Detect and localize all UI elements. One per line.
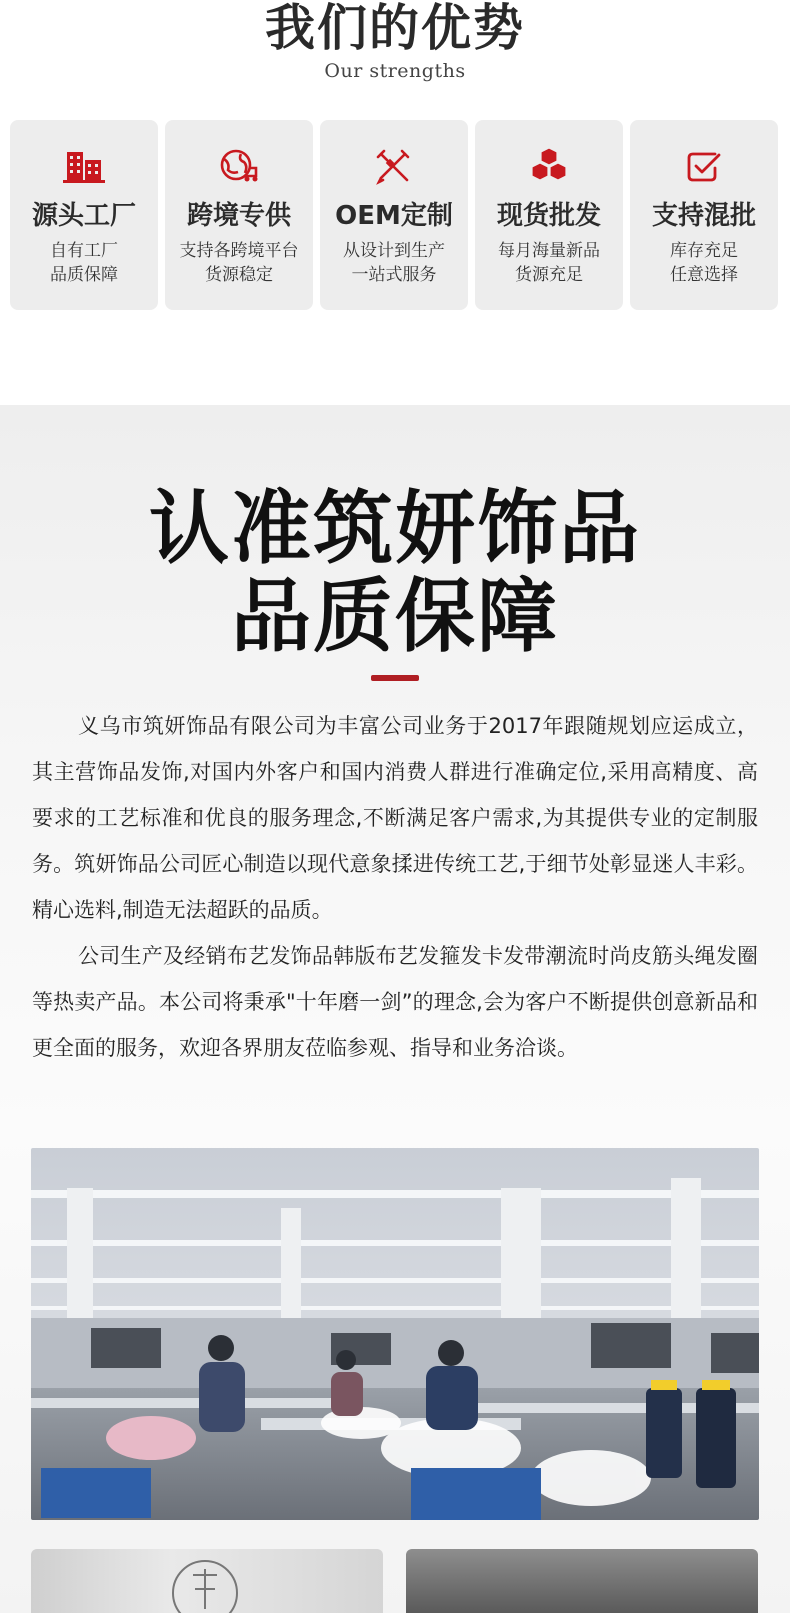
company-intro-paragraph: 义乌市筑妍饰品有限公司为丰富公司业务于2017年跟随规划应运成立，其主营饰品发饰,对国内外客户和国内消费人群进行准确定位,采用高精度、高要求的工艺标准和优良的服务理念,不断满足客户需求,为其提供专业的定制服务。筑妍饰品公司匠心制造以现代意象揉进传统工艺,于细节处彰显迷人丰彩。精心选料,制造无法超跃的品质。: [32, 714, 758, 922]
logo-seal-illustration: [31, 1549, 383, 1613]
advantages-title: 我们的优势: [265, 0, 525, 57]
card-line: 库存充足: [670, 241, 738, 261]
office-photo: [406, 1549, 758, 1613]
stacked-boxes-icon: [524, 146, 574, 186]
advantage-card-factory: [10, 120, 158, 310]
card-title: 现货批发: [496, 201, 601, 231]
card-line: 货源稳定: [205, 265, 273, 285]
advantage-card-wholesale: [475, 120, 623, 310]
card-line: 品质保障: [50, 265, 118, 285]
card-line: 每月海量新品: [498, 241, 600, 261]
card-title: 跨境专供: [186, 201, 291, 231]
advantages-subtitle: Our strengths: [324, 60, 466, 82]
advantage-card-crossborder: [165, 120, 313, 310]
design-tools-icon: [369, 146, 419, 186]
brand-title-line2: 品质保障: [231, 570, 559, 663]
factory-icon: [59, 146, 109, 186]
globe-delivery-icon: [214, 146, 264, 186]
card-title: OEM定制: [335, 201, 453, 231]
advantage-cards: [10, 120, 780, 310]
company-products-paragraph: 公司生产及经销布艺发饰品韩版布艺发箍发卡发带潮流时尚皮筋头绳发圈等热卖产品。本公司将秉承"十年磨一剑”的理念,会为客户不断提供创意新品和更全面的服务，欢迎各界朋友莅临参观、指导和业务洽谈。: [32, 944, 758, 1060]
checklist-icon: [679, 146, 729, 186]
title-underline: [371, 675, 419, 681]
advantage-card-mixed: [630, 120, 778, 310]
brand-title-line1: 认准筑妍饰品: [149, 482, 641, 575]
card-line: 从设计到生产: [343, 241, 445, 261]
advantage-card-oem: [320, 120, 468, 310]
advantages-section: [0, 0, 790, 405]
card-title: 源头工厂: [31, 201, 136, 231]
factory-workshop-photo: [31, 1148, 759, 1520]
factory-workshop-illustration: [31, 1148, 759, 1520]
brand-section: [0, 405, 790, 1613]
card-line: 自有工厂: [50, 241, 118, 261]
brand-logo-photo: [31, 1549, 383, 1613]
brand-title: [0, 482, 790, 663]
card-line: 支持各跨境平台: [179, 241, 299, 261]
card-line: 一站式服务: [351, 265, 437, 285]
card-line: 任意选择: [670, 265, 738, 285]
card-title: 支持混批: [651, 201, 756, 231]
card-line: 货源充足: [515, 265, 583, 285]
